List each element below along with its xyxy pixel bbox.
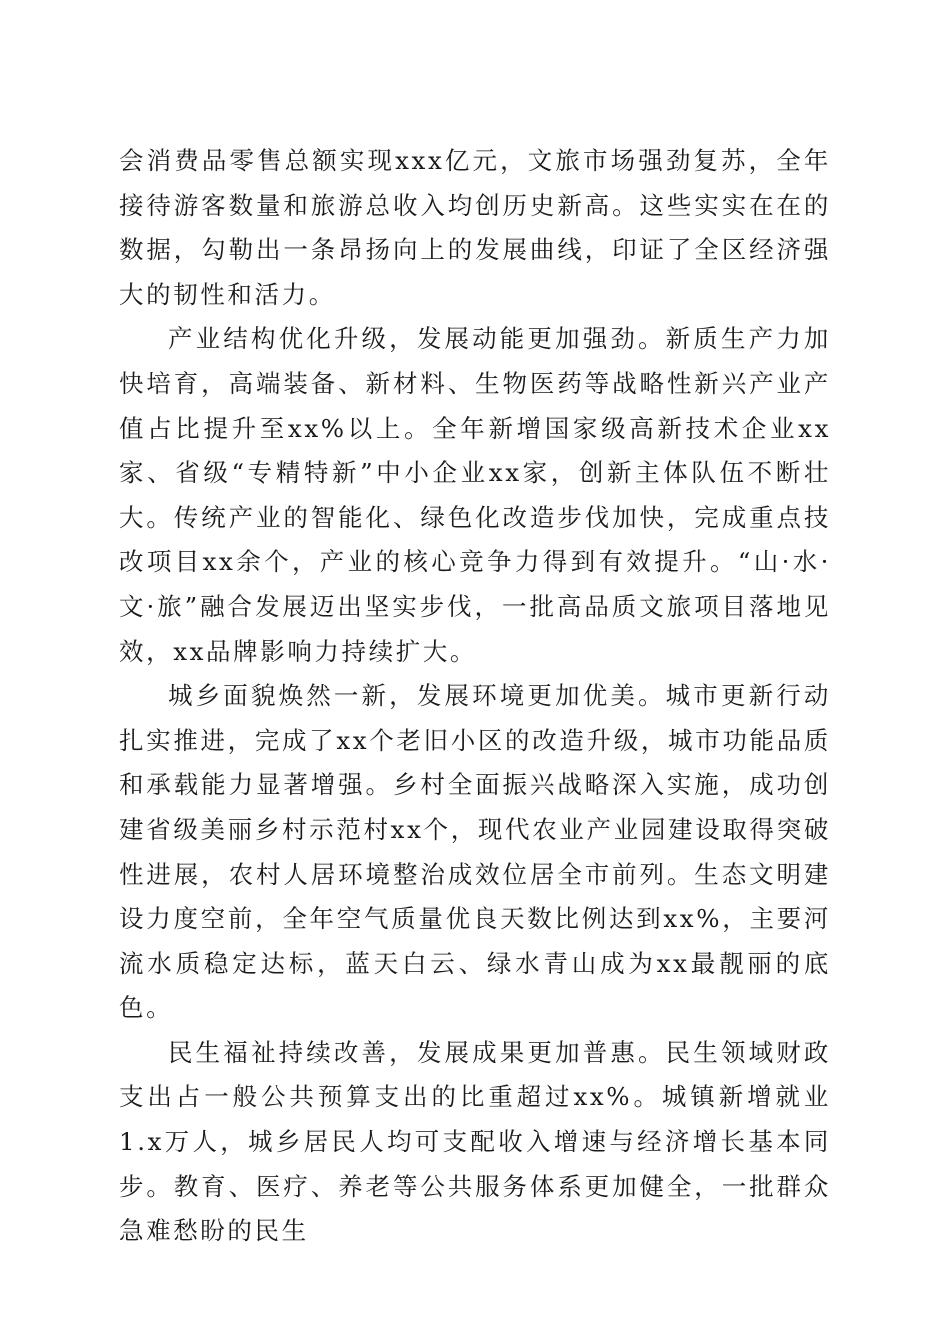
paragraph-livelihood: 民生福祉持续改善，发展成果更加普惠。民生领域财政支出占一般公共预算支出的比重超过xx%。城镇新增就业1.x万人，城乡居民人均可支配收入增速与经济增长基本同步。教育、医疗、养老等公共服务体系更加健全，一批群众急难愁盼的民生 bbox=[119, 1037, 831, 1246]
paragraph-urban-rural: 城乡面貌焕然一新，发展环境更加优美。城市更新行动扎实推进，完成了xx个老旧小区的改造升级，城市功能品质和承载能力显著增强。乡村全面振兴战略深入实施，成功创建省级美丽乡村示范村xx个，现代农业产业园建设取得突破性进展，农村人居环境整治成效位居全市前列。生态文明建设力度空前，全年空气质量优良天数比例达到xx%，主要河流水质稳定达标，蓝天白云、绿水青山成为xx最靓丽的底色。 bbox=[119, 681, 831, 1023]
paragraph-industry: 产业结构优化升级，发展动能更加强劲。新质生产力加快培育，高端装备、新材料、生物医药等战略性新兴产业产值占比提升至xx%以上。全年新增国家级高新技术企业xx家、省级“专精特新”中小企业xx家，创新主体队伍不断壮大。传统产业的智能化、绿色化改造步伐加快，完成重点技改项目xx余个，产业的核心竞争力得到有效提升。“山·水·文·旅”融合发展迈出坚实步伐，一批高品质文旅项目落地见效，xx品牌影响力持续扩大。 bbox=[119, 324, 831, 666]
paragraph-economy-continued: 会消费品零售总额实现xxx亿元，文旅市场强劲复苏，全年接待游客数量和旅游总收入均创历史新高。这些实实在在的数据，勾勒出一条昂扬向上的发展曲线，印证了全区经济强大的韧性和活力。 bbox=[119, 146, 831, 309]
document-body bbox=[119, 139, 831, 1254]
